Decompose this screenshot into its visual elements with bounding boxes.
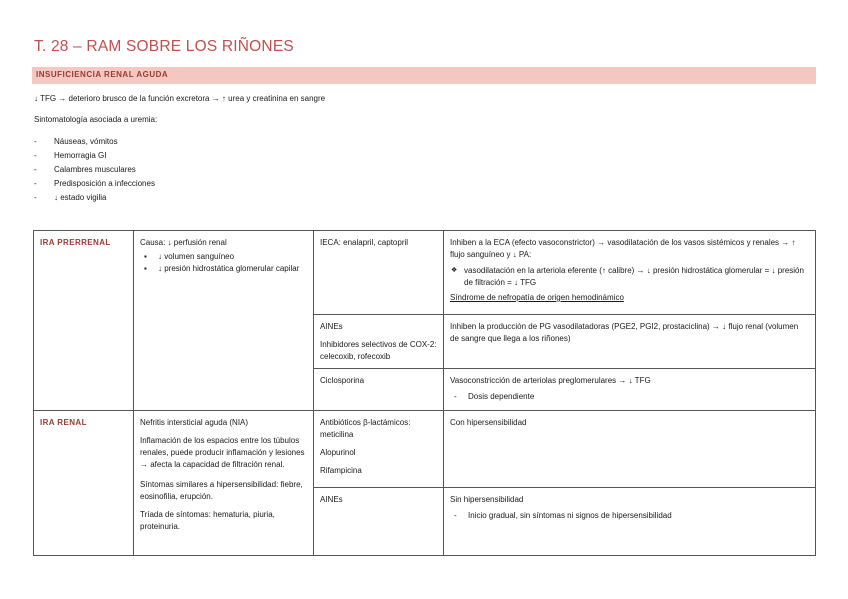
list-item: ▪ ↓ presión hidrostática glomerular capilar	[140, 263, 307, 275]
drug-cell	[314, 411, 444, 488]
drug-ciclosporina: Ciclosporina	[320, 376, 365, 385]
renal-label-cell	[34, 411, 134, 556]
renal-nia-desc: Inflamación de los espacios entre los túbulos renales, puede producir inflamación y lesiones → afecta la capacidad de filtración renal.	[140, 436, 305, 469]
prerrenal-label-cell	[34, 231, 134, 411]
drug-rifampicina: Rifampicina	[320, 466, 362, 475]
renal-nia-cell	[134, 411, 314, 556]
page-title: T. 28 – RAM SOBRE LOS RIÑONES	[34, 38, 294, 55]
drug-alopurinol: Alopurinol	[320, 448, 356, 457]
effect-ieca-note: Síndrome de nefropatía de origen hemodinámico	[450, 293, 624, 302]
effect-cell	[444, 315, 816, 369]
effect-ciclosporina: Vasoconstricción de arteriolas preglomerulares → ↓ TFG	[450, 376, 651, 385]
effect-cell	[444, 411, 816, 488]
renal-nia-symptoms: Síntomas similares a hipersensibilidad: fiebre, eosinofilia, erupción.	[140, 480, 303, 501]
effect-sin-hipersens: Sin hipersensibilidad	[450, 495, 524, 504]
drug-cox2: Inhibidores selectivos de COX-2: celecoxib, rofecoxib	[320, 340, 437, 361]
effect-ieca-sub: ❖ vasodilatación en la arteriola eferente (↑ calibre) → ↓ presión hidrostática glomerular = ↓ presión de filtración = ↓ TFG	[450, 265, 809, 289]
section-header-label: INSUFICIENCIA RENAL AGUDA	[36, 70, 169, 79]
effect-cell	[444, 369, 816, 411]
drug-cell	[314, 231, 444, 315]
drug-cell	[314, 488, 444, 556]
drug-aines: AINEs	[320, 322, 343, 331]
definition-text: ↓ TFG → deterioro brusco de la función excretora → ↑ urea y creatinina en sangre	[34, 94, 326, 103]
prerrenal-cause-cell	[134, 231, 314, 411]
drug-cell	[314, 315, 444, 369]
effect-hipersens: Con hipersensibilidad	[450, 418, 527, 427]
effect-aines: Inhiben la producción de PG vasodilatadoras (PGE2, PGI2, prostaciclina) → ↓ flujo renal (volumen de sangre que llega a los riñones)	[450, 322, 799, 343]
drug-ieca: IECA: enalapril, captopril	[320, 238, 409, 247]
list-item: - Inicio gradual, sin síntomas ni signos de hipersensibilidad	[450, 510, 809, 522]
list-item: - Predisposición a infecciones	[34, 179, 155, 188]
symptoms-heading: Sintomatología asociada a uremia:	[34, 115, 158, 124]
prerrenal-cause: Causa: ↓ perfusión renal	[140, 238, 227, 247]
table-row	[34, 231, 816, 315]
effect-sin-hipersens-list	[450, 510, 809, 522]
renal-label: IRA RENAL	[40, 418, 87, 427]
table-row	[34, 411, 816, 488]
drug-cell	[314, 369, 444, 411]
effect-ieca: Inhiben a la ECA (efecto vasoconstrictor) → vasodilatación de los vasos sistémicos y renales → ↑ flujo sanguíneo y ↓ PA:	[450, 238, 796, 259]
list-item: ▪ ↓ volumen sanguíneo	[140, 251, 307, 263]
drug-betalactam: Antibióticos β-lactámicos: meticilina	[320, 418, 411, 439]
effect-cell	[444, 488, 816, 556]
list-item: - Náuseas, vómitos	[34, 137, 118, 146]
drug-aines-renal: AINEs	[320, 495, 343, 504]
list-item: - Calambres musculares	[34, 165, 136, 174]
list-item: - Hemorragia GI	[34, 151, 107, 160]
prerrenal-label: IRA PRERRENAL	[40, 238, 111, 247]
prerrenal-cause-list	[140, 251, 307, 275]
effect-ciclosporina-list	[450, 391, 809, 403]
section-header	[32, 67, 816, 84]
list-item: - ↓ estado vigilia	[34, 193, 107, 202]
ram-table	[33, 230, 816, 556]
renal-nia-title: Nefritis intersticial aguda (NIA)	[140, 418, 249, 427]
symptoms-list	[34, 136, 155, 206]
renal-nia-triad: Tríada de síntomas: hematuria, piuria, proteinuria.	[140, 510, 275, 531]
effect-cell	[444, 231, 816, 315]
list-item: - Dosis dependiente	[450, 391, 809, 403]
